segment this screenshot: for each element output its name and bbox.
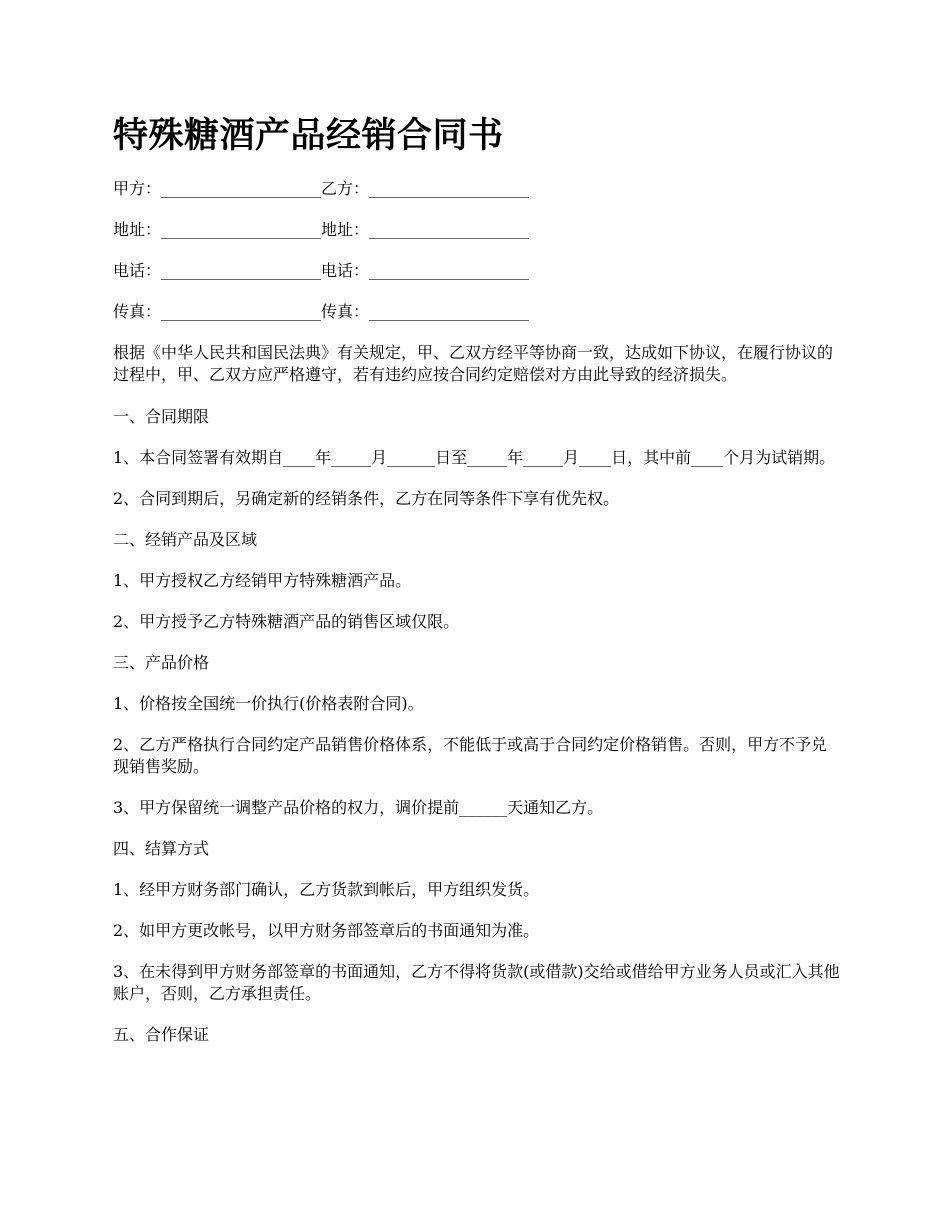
party-a-fax-blank: ____________________ xyxy=(161,302,322,321)
party-a-phone-label: 电话： xyxy=(113,261,162,280)
party-b-blank: ____________________ xyxy=(369,179,530,198)
party-row-fax xyxy=(113,301,843,323)
party-b-address-blank: ____________________ xyxy=(369,220,530,239)
party-b-phone-blank: ____________________ xyxy=(369,261,530,280)
section-heading-price: 三、产品价格 xyxy=(113,653,210,672)
party-row-address xyxy=(113,219,843,241)
intro-paragraph: 根据《中华人民共和国民法典》有关规定，甲、乙双方经平等协商一致，达成如下协议，在履行协议的过程中，甲、乙双方应严格遵守，若有违约应按合同约定赔偿对方由此导致的经济损失。 xyxy=(113,343,834,384)
party-b-phone-label: 电话： xyxy=(321,261,370,280)
party-b-label: 乙方： xyxy=(321,179,370,198)
clause-3-2: 2、乙方严格执行合同约定产品销售价格体系，不能低于或高于合同约定价格销售。否则，甲方不予兑现销售奖励。 xyxy=(113,735,828,776)
party-a-address-blank: ____________________ xyxy=(161,220,322,239)
document-page xyxy=(113,112,843,1065)
clause-2-2: 2、甲方授予乙方特殊糖酒产品的销售区域仅限。 xyxy=(113,612,460,631)
clause-2-1: 1、甲方授权乙方经销甲方特殊糖酒产品。 xyxy=(113,571,412,590)
section-heading-cooperation: 五、合作保证 xyxy=(113,1025,210,1044)
party-a-fax-label: 传真： xyxy=(113,302,162,321)
clause-3-1: 1、价格按全国统一价执行(价格表附合同)。 xyxy=(113,694,424,713)
party-row-phone xyxy=(113,260,843,282)
party-a-blank: ____________________ xyxy=(161,179,322,198)
clause-4-2: 2、如甲方更改帐号，以甲方财务部签章后的书面通知为准。 xyxy=(113,921,540,940)
clause-3-3: 3、甲方保留统一调整产品价格的权力，调价提前______天通知乙方。 xyxy=(113,798,604,817)
clause-4-1: 1、经甲方财务部门确认，乙方货款到帐后，甲方组织发货。 xyxy=(113,880,540,899)
section-heading-products: 二、经销产品及区域 xyxy=(113,530,258,549)
party-a-phone-blank: ____________________ xyxy=(161,261,322,280)
section-heading-term: 一、合同期限 xyxy=(113,407,210,426)
clause-4-3: 3、在未得到甲方财务部签章的书面通知，乙方不得将货款(或借款)交给或借给甲方业务人员或汇入其他账户，否则，乙方承担责任。 xyxy=(113,962,840,1003)
party-row-name xyxy=(113,178,843,200)
party-b-address-label: 地址： xyxy=(321,220,370,239)
clause-1-1: 1、本合同签署有效期自____年_____月______日至_____年_____月____日，其中前____个月为试销期。 xyxy=(113,448,836,467)
section-heading-settlement: 四、结算方式 xyxy=(113,839,210,858)
document-title: 特殊糖酒产品经销合同书 xyxy=(113,116,504,156)
party-b-fax-blank: ____________________ xyxy=(369,302,530,321)
party-b-fax-label: 传真： xyxy=(321,302,370,321)
party-a-address-label: 地址： xyxy=(113,220,162,239)
clause-1-2: 2、合同到期后，另确定新的经销条件，乙方在同等条件下享有优先权。 xyxy=(113,489,620,508)
party-a-label: 甲方： xyxy=(113,179,162,198)
